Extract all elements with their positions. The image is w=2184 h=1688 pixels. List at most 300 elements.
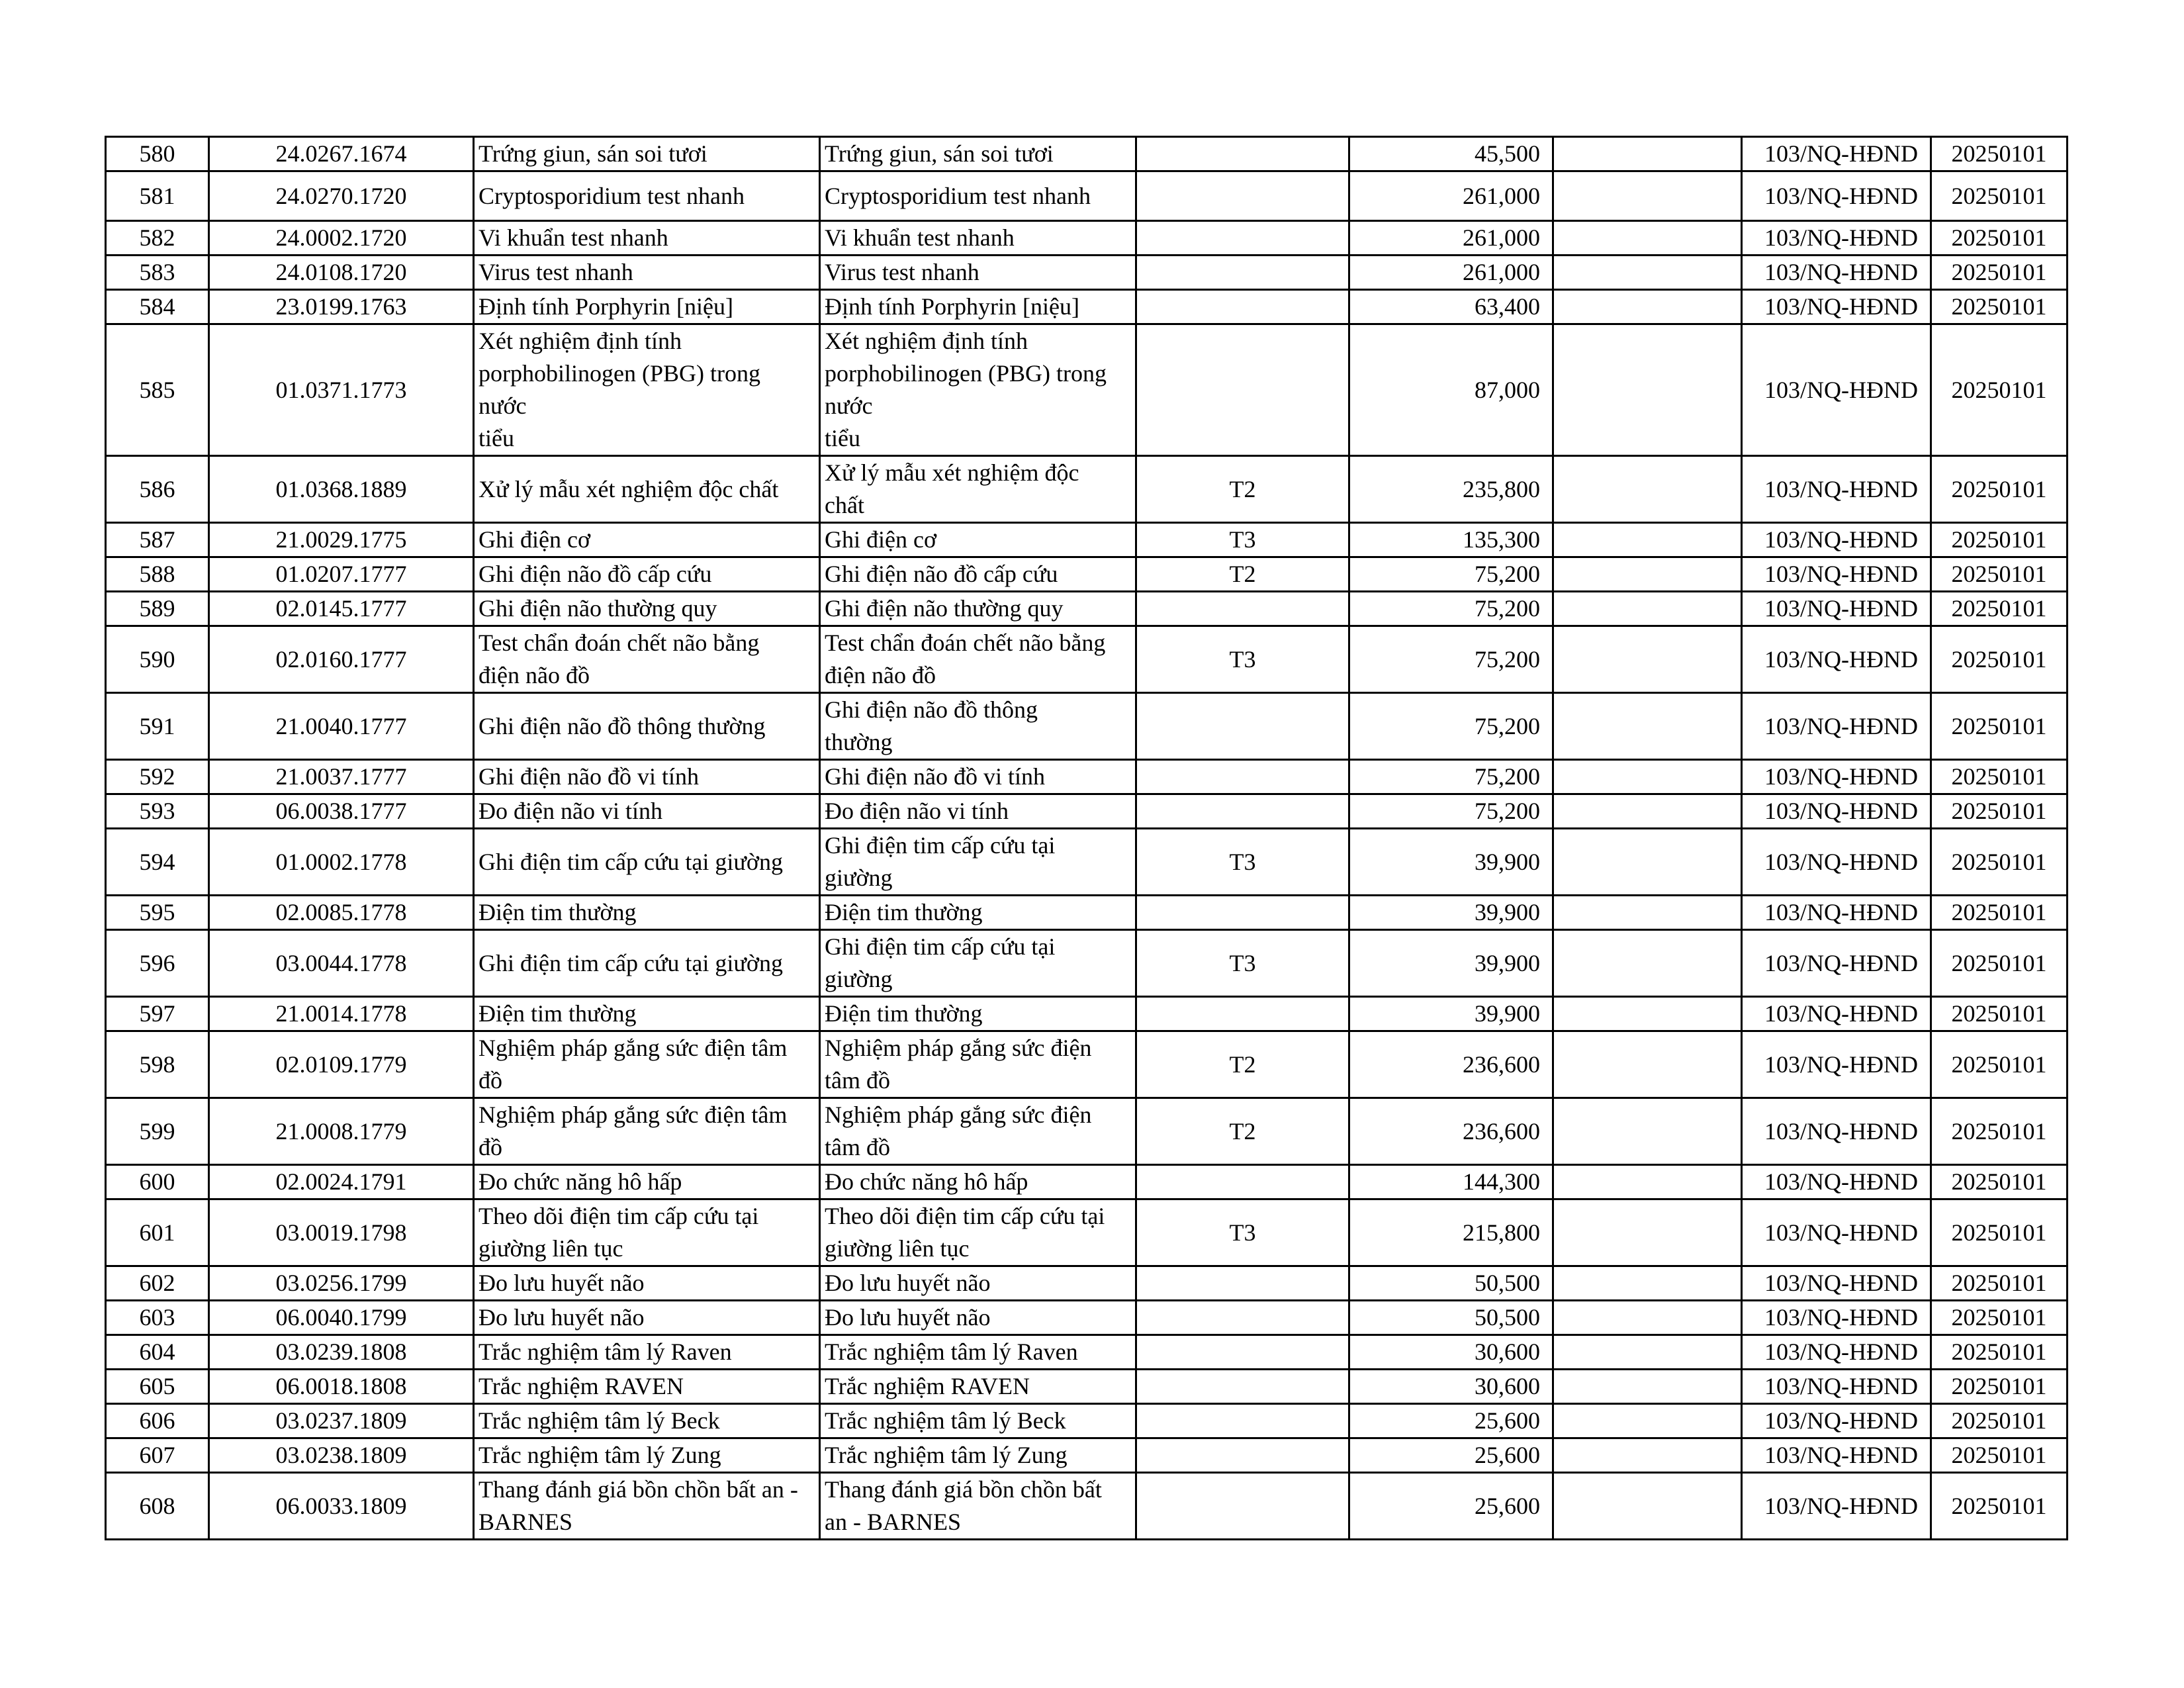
price-cell: 25,600: [1349, 1404, 1553, 1438]
service-name-cell: Trắc nghiệm RAVEN: [474, 1370, 820, 1404]
effective-date-cell: 20250101: [1931, 1438, 2068, 1473]
service-class-cell: T3: [1136, 626, 1349, 693]
note-cell: [1553, 1404, 1742, 1438]
service-name-cell: [474, 1098, 820, 1165]
service-name-cell: Ghi điện não thường quy: [474, 592, 820, 626]
decision-number-cell: 103/NQ-HĐND: [1742, 997, 1931, 1031]
service-class-cell: [1136, 171, 1349, 221]
service-name-approved-cell: Ghi điện cơ: [820, 523, 1136, 557]
note-cell: [1553, 997, 1742, 1031]
table-row: [106, 896, 2068, 930]
service-name-approved-cell: [820, 324, 1136, 456]
service-class-cell: [1136, 1370, 1349, 1404]
price-cell: 30,600: [1349, 1370, 1553, 1404]
note-cell: [1553, 1370, 1742, 1404]
service-name-approved-cell-line: Ghi điện tim cấp cứu tại: [825, 933, 1056, 960]
decision-number-cell: 103/NQ-HĐND: [1742, 256, 1931, 290]
price-cell: 75,200: [1349, 794, 1553, 829]
service-code-cell: 01.0368.1889: [209, 456, 474, 523]
service-name-approved-cell: [820, 1098, 1136, 1165]
table-row: [106, 256, 2068, 290]
service-name-approved-cell: Đo lưu huyết não: [820, 1266, 1136, 1301]
service-name-approved-cell-line: Test chẩn đoán chết não bằng: [825, 630, 1106, 656]
note-cell: [1553, 324, 1742, 456]
effective-date-cell: 20250101: [1931, 794, 2068, 829]
service-class-cell: T3: [1136, 829, 1349, 896]
service-name-approved-cell: Đo điện não vi tính: [820, 794, 1136, 829]
effective-date-cell: 20250101: [1931, 137, 2068, 171]
service-class-cell: [1136, 592, 1349, 626]
service-name-approved-cell: [820, 829, 1136, 896]
service-code-cell: 03.0238.1809: [209, 1438, 474, 1473]
row-number-cell: 586: [106, 456, 209, 523]
note-cell: [1553, 557, 1742, 592]
service-code-cell: 21.0040.1777: [209, 693, 474, 760]
table-row: [106, 171, 2068, 221]
note-cell: [1553, 290, 1742, 324]
service-name-cell: Ghi điện não đồ vi tính: [474, 760, 820, 794]
service-name-cell-line: Xét nghiệm định tính: [478, 328, 682, 354]
note-cell: [1553, 760, 1742, 794]
service-name-cell: [474, 1031, 820, 1098]
table-row: [106, 523, 2068, 557]
service-class-cell: T2: [1136, 456, 1349, 523]
note-cell: [1553, 1266, 1742, 1301]
row-number-cell: 598: [106, 1031, 209, 1098]
service-class-cell: [1136, 1404, 1349, 1438]
table-body: [106, 137, 2068, 1540]
table-row: [106, 1266, 2068, 1301]
table-row: [106, 1370, 2068, 1404]
service-code-cell: 01.0002.1778: [209, 829, 474, 896]
price-cell: 75,200: [1349, 693, 1553, 760]
note-cell: [1553, 829, 1742, 896]
decision-number-cell: 103/NQ-HĐND: [1742, 693, 1931, 760]
service-class-cell: [1136, 1473, 1349, 1540]
service-name-approved-cell: [820, 693, 1136, 760]
row-number-cell: 606: [106, 1404, 209, 1438]
service-code-cell: 03.0239.1808: [209, 1335, 474, 1370]
decision-number-cell: 103/NQ-HĐND: [1742, 896, 1931, 930]
service-name-cell-line: tiểu: [478, 425, 514, 451]
service-code-cell: 21.0014.1778: [209, 997, 474, 1031]
price-cell: 25,600: [1349, 1438, 1553, 1473]
table-row: [106, 1165, 2068, 1199]
service-name-approved-cell: Điện tim thường: [820, 997, 1136, 1031]
table-row: [106, 794, 2068, 829]
price-cell: 45,500: [1349, 137, 1553, 171]
service-name-cell-line: Theo dõi điện tim cấp cứu tại: [478, 1203, 759, 1229]
table-row: [106, 829, 2068, 896]
service-code-cell: 02.0145.1777: [209, 592, 474, 626]
table-row: [106, 626, 2068, 693]
table-row: [106, 290, 2068, 324]
service-name-cell-line: Thang đánh giá bồn chồn bất an -: [478, 1476, 798, 1503]
row-number-cell: 585: [106, 324, 209, 456]
table-row: [106, 456, 2068, 523]
service-class-cell: T2: [1136, 1031, 1349, 1098]
effective-date-cell: 20250101: [1931, 760, 2068, 794]
service-name-approved-cell: Định tính Porphyrin [niệu]: [820, 290, 1136, 324]
table-row: [106, 137, 2068, 171]
service-name-approved-cell-line: tâm đồ: [825, 1134, 890, 1160]
note-cell: [1553, 1165, 1742, 1199]
service-name-cell: Đo lưu huyết não: [474, 1301, 820, 1335]
note-cell: [1553, 794, 1742, 829]
table-row: [106, 221, 2068, 256]
service-class-cell: [1136, 1165, 1349, 1199]
table-row: [106, 1031, 2068, 1098]
service-class-cell: [1136, 1438, 1349, 1473]
price-cell: 75,200: [1349, 557, 1553, 592]
service-name-cell-line: BARNES: [478, 1509, 573, 1535]
row-number-cell: 603: [106, 1301, 209, 1335]
row-number-cell: 601: [106, 1199, 209, 1266]
decision-number-cell: 103/NQ-HĐND: [1742, 930, 1931, 997]
effective-date-cell: 20250101: [1931, 1473, 2068, 1540]
price-cell: 87,000: [1349, 324, 1553, 456]
service-class-cell: T2: [1136, 1098, 1349, 1165]
price-cell: 39,900: [1349, 896, 1553, 930]
decision-number-cell: 103/NQ-HĐND: [1742, 1438, 1931, 1473]
note-cell: [1553, 1335, 1742, 1370]
row-number-cell: 581: [106, 171, 209, 221]
price-cell: 135,300: [1349, 523, 1553, 557]
service-name-cell-line: Nghiệm pháp gắng sức điện tâm: [478, 1035, 788, 1061]
decision-number-cell: 103/NQ-HĐND: [1742, 290, 1931, 324]
price-cell: 39,900: [1349, 997, 1553, 1031]
decision-number-cell: 103/NQ-HĐND: [1742, 1301, 1931, 1335]
service-name-cell: Trắc nghiệm tâm lý Beck: [474, 1404, 820, 1438]
service-name-approved-cell: Trắc nghiệm tâm lý Beck: [820, 1404, 1136, 1438]
price-cell: 25,600: [1349, 1473, 1553, 1540]
effective-date-cell: 20250101: [1931, 997, 2068, 1031]
service-code-cell: 01.0207.1777: [209, 557, 474, 592]
price-cell: 235,800: [1349, 456, 1553, 523]
service-name-approved-cell-line: nước: [825, 393, 873, 419]
decision-number-cell: 103/NQ-HĐND: [1742, 1098, 1931, 1165]
row-number-cell: 600: [106, 1165, 209, 1199]
effective-date-cell: 20250101: [1931, 1301, 2068, 1335]
service-name-approved-cell-line: giường liên tục: [825, 1235, 970, 1262]
effective-date-cell: 20250101: [1931, 523, 2068, 557]
effective-date-cell: 20250101: [1931, 290, 2068, 324]
note-cell: [1553, 626, 1742, 693]
service-name-approved-cell: Đo chức năng hô hấp: [820, 1165, 1136, 1199]
service-code-cell: 21.0008.1779: [209, 1098, 474, 1165]
decision-number-cell: 103/NQ-HĐND: [1742, 1370, 1931, 1404]
service-price-table: [105, 136, 2068, 1540]
service-name-approved-cell-line: điện não đồ: [825, 662, 936, 688]
note-cell: [1553, 1199, 1742, 1266]
service-code-cell: 03.0019.1798: [209, 1199, 474, 1266]
service-name-approved-cell-line: giường: [825, 865, 893, 891]
table-row: [106, 324, 2068, 456]
table-row: [106, 1098, 2068, 1165]
service-name-cell: Ghi điện não đồ thông thường: [474, 693, 820, 760]
service-class-cell: [1136, 896, 1349, 930]
effective-date-cell: 20250101: [1931, 221, 2068, 256]
effective-date-cell: 20250101: [1931, 592, 2068, 626]
table-row: [106, 760, 2068, 794]
note-cell: [1553, 693, 1742, 760]
note-cell: [1553, 171, 1742, 221]
service-name-approved-cell: Ghi điện não thường quy: [820, 592, 1136, 626]
service-name-cell: Trắc nghiệm tâm lý Zung: [474, 1438, 820, 1473]
price-cell: 63,400: [1349, 290, 1553, 324]
service-name-cell: Ghi điện tim cấp cứu tại giường: [474, 829, 820, 896]
service-class-cell: [1136, 794, 1349, 829]
row-number-cell: 599: [106, 1098, 209, 1165]
service-code-cell: 06.0018.1808: [209, 1370, 474, 1404]
service-name-approved-cell: Cryptosporidium test nhanh: [820, 171, 1136, 221]
row-number-cell: 594: [106, 829, 209, 896]
table-row: [106, 1438, 2068, 1473]
price-cell: 75,200: [1349, 626, 1553, 693]
table-row: [106, 1473, 2068, 1540]
table-row: [106, 1404, 2068, 1438]
decision-number-cell: 103/NQ-HĐND: [1742, 137, 1931, 171]
service-name-cell: Virus test nhanh: [474, 256, 820, 290]
row-number-cell: 588: [106, 557, 209, 592]
service-code-cell: 03.0256.1799: [209, 1266, 474, 1301]
service-name-approved-cell-line: chất: [825, 492, 864, 518]
effective-date-cell: 20250101: [1931, 1370, 2068, 1404]
service-name-cell: Ghi điện cơ: [474, 523, 820, 557]
service-name-cell-line: giường liên tục: [478, 1235, 623, 1262]
row-number-cell: 593: [106, 794, 209, 829]
service-class-cell: [1136, 324, 1349, 456]
price-cell: 50,500: [1349, 1301, 1553, 1335]
decision-number-cell: 103/NQ-HĐND: [1742, 1404, 1931, 1438]
service-code-cell: 23.0199.1763: [209, 290, 474, 324]
service-name-cell-line: Test chẩn đoán chết não bằng: [478, 630, 760, 656]
service-name-approved-cell-line: Xét nghiệm định tính: [825, 328, 1028, 354]
table-row: [106, 592, 2068, 626]
table-row: [106, 930, 2068, 997]
decision-number-cell: 103/NQ-HĐND: [1742, 1335, 1931, 1370]
service-name-approved-cell: Vi khuẩn test nhanh: [820, 221, 1136, 256]
decision-number-cell: 103/NQ-HĐND: [1742, 557, 1931, 592]
service-name-approved-cell: [820, 930, 1136, 997]
note-cell: [1553, 1098, 1742, 1165]
effective-date-cell: 20250101: [1931, 456, 2068, 523]
service-name-approved-cell: Virus test nhanh: [820, 256, 1136, 290]
service-class-cell: T3: [1136, 1199, 1349, 1266]
service-name-cell-line: Nghiệm pháp gắng sức điện tâm: [478, 1102, 788, 1128]
service-name-approved-cell: [820, 1473, 1136, 1540]
service-name-approved-cell-line: tâm đồ: [825, 1067, 890, 1094]
service-class-cell: [1136, 1266, 1349, 1301]
effective-date-cell: 20250101: [1931, 171, 2068, 221]
service-class-cell: [1136, 221, 1349, 256]
service-name-cell: Cryptosporidium test nhanh: [474, 171, 820, 221]
price-cell: 261,000: [1349, 256, 1553, 290]
row-number-cell: 607: [106, 1438, 209, 1473]
decision-number-cell: 103/NQ-HĐND: [1742, 592, 1931, 626]
service-class-cell: [1136, 137, 1349, 171]
service-code-cell: 03.0237.1809: [209, 1404, 474, 1438]
service-name-approved-cell: Trứng giun, sán soi tươi: [820, 137, 1136, 171]
effective-date-cell: 20250101: [1931, 1404, 2068, 1438]
row-number-cell: 583: [106, 256, 209, 290]
row-number-cell: 596: [106, 930, 209, 997]
service-code-cell: 02.0160.1777: [209, 626, 474, 693]
service-name-approved-cell-line: Nghiệm pháp gắng sức điện: [825, 1102, 1092, 1128]
table-row: [106, 557, 2068, 592]
service-name-approved-cell: Điện tim thường: [820, 896, 1136, 930]
service-name-cell-line: nước: [478, 393, 527, 419]
note-cell: [1553, 256, 1742, 290]
row-number-cell: 592: [106, 760, 209, 794]
note-cell: [1553, 930, 1742, 997]
service-name-approved-cell: [820, 1031, 1136, 1098]
note-cell: [1553, 1301, 1742, 1335]
service-code-cell: 02.0024.1791: [209, 1165, 474, 1199]
service-name-approved-cell: Đo lưu huyết não: [820, 1301, 1136, 1335]
service-name-approved-cell-line: an - BARNES: [825, 1509, 961, 1535]
service-name-approved-cell-line: Nghiệm pháp gắng sức điện: [825, 1035, 1092, 1061]
service-name-cell: Điện tim thường: [474, 896, 820, 930]
service-name-cell: Trắc nghiệm tâm lý Raven: [474, 1335, 820, 1370]
decision-number-cell: 103/NQ-HĐND: [1742, 1031, 1931, 1098]
decision-number-cell: 103/NQ-HĐND: [1742, 1473, 1931, 1540]
price-cell: 75,200: [1349, 760, 1553, 794]
service-name-cell: [474, 1473, 820, 1540]
service-name-approved-cell-line: Ghi điện não đồ thông: [825, 696, 1038, 723]
service-name-approved-cell: [820, 456, 1136, 523]
service-name-cell: Định tính Porphyrin [niệu]: [474, 290, 820, 324]
service-name-approved-cell-line: giường: [825, 966, 893, 992]
service-class-cell: [1136, 760, 1349, 794]
note-cell: [1553, 456, 1742, 523]
price-cell: 261,000: [1349, 171, 1553, 221]
service-name-cell: Ghi điện não đồ cấp cứu: [474, 557, 820, 592]
service-name-cell-line: đồ: [478, 1067, 502, 1094]
service-name-approved-cell: Ghi điện não đồ vi tính: [820, 760, 1136, 794]
service-name-cell: Trứng giun, sán soi tươi: [474, 137, 820, 171]
row-number-cell: 595: [106, 896, 209, 930]
price-cell: 39,900: [1349, 829, 1553, 896]
service-code-cell: 02.0085.1778: [209, 896, 474, 930]
service-name-approved-cell-line: porphobilinogen (PBG) trong: [825, 360, 1107, 387]
decision-number-cell: 103/NQ-HĐND: [1742, 171, 1931, 221]
service-code-cell: 06.0040.1799: [209, 1301, 474, 1335]
service-class-cell: T3: [1136, 930, 1349, 997]
decision-number-cell: 103/NQ-HĐND: [1742, 1266, 1931, 1301]
decision-number-cell: 103/NQ-HĐND: [1742, 456, 1931, 523]
note-cell: [1553, 896, 1742, 930]
service-class-cell: [1136, 256, 1349, 290]
service-code-cell: 06.0038.1777: [209, 794, 474, 829]
service-name-cell: Xử lý mẫu xét nghiệm độc chất: [474, 456, 820, 523]
row-number-cell: 602: [106, 1266, 209, 1301]
effective-date-cell: 20250101: [1931, 1335, 2068, 1370]
decision-number-cell: 103/NQ-HĐND: [1742, 221, 1931, 256]
service-code-cell: 03.0044.1778: [209, 930, 474, 997]
table-row: [106, 1199, 2068, 1266]
service-name-approved-cell-line: Xử lý mẫu xét nghiệm độc: [825, 459, 1079, 486]
service-name-cell: Đo lưu huyết não: [474, 1266, 820, 1301]
service-class-cell: T3: [1136, 523, 1349, 557]
service-code-cell: 24.0267.1674: [209, 137, 474, 171]
price-cell: 144,300: [1349, 1165, 1553, 1199]
service-name-approved-cell: [820, 626, 1136, 693]
table-row: [106, 693, 2068, 760]
service-class-cell: [1136, 1335, 1349, 1370]
service-name-cell-line: porphobilinogen (PBG) trong: [478, 360, 760, 387]
effective-date-cell: 20250101: [1931, 626, 2068, 693]
note-cell: [1553, 523, 1742, 557]
row-number-cell: 587: [106, 523, 209, 557]
service-code-cell: 24.0270.1720: [209, 171, 474, 221]
service-name-approved-cell-line: tiểu: [825, 425, 860, 451]
service-name-cell-line: đồ: [478, 1134, 502, 1160]
decision-number-cell: 103/NQ-HĐND: [1742, 324, 1931, 456]
service-code-cell: 24.0108.1720: [209, 256, 474, 290]
row-number-cell: 597: [106, 997, 209, 1031]
table-row: [106, 1335, 2068, 1370]
service-name-approved-cell-line: Thang đánh giá bồn chồn bất: [825, 1476, 1102, 1503]
effective-date-cell: 20250101: [1931, 324, 2068, 456]
row-number-cell: 608: [106, 1473, 209, 1540]
decision-number-cell: 103/NQ-HĐND: [1742, 626, 1931, 693]
row-number-cell: 590: [106, 626, 209, 693]
row-number-cell: 591: [106, 693, 209, 760]
row-number-cell: 605: [106, 1370, 209, 1404]
table-row: [106, 997, 2068, 1031]
row-number-cell: 589: [106, 592, 209, 626]
note-cell: [1553, 1438, 1742, 1473]
service-name-approved-cell-line: Ghi điện tim cấp cứu tại: [825, 832, 1056, 859]
effective-date-cell: 20250101: [1931, 557, 2068, 592]
service-class-cell: T2: [1136, 557, 1349, 592]
service-name-cell: [474, 324, 820, 456]
service-name-approved-cell: Trắc nghiệm tâm lý Raven: [820, 1335, 1136, 1370]
effective-date-cell: 20250101: [1931, 829, 2068, 896]
service-name-cell: Điện tim thường: [474, 997, 820, 1031]
note-cell: [1553, 1031, 1742, 1098]
price-cell: 75,200: [1349, 592, 1553, 626]
service-class-cell: [1136, 693, 1349, 760]
effective-date-cell: 20250101: [1931, 256, 2068, 290]
service-name-cell-line: điện não đồ: [478, 662, 590, 688]
price-cell: 215,800: [1349, 1199, 1553, 1266]
price-cell: 50,500: [1349, 1266, 1553, 1301]
service-name-approved-cell-line: Theo dõi điện tim cấp cứu tại: [825, 1203, 1105, 1229]
service-name-approved-cell: Ghi điện não đồ cấp cứu: [820, 557, 1136, 592]
note-cell: [1553, 592, 1742, 626]
effective-date-cell: 20250101: [1931, 1031, 2068, 1098]
service-name-approved-cell: [820, 1199, 1136, 1266]
note-cell: [1553, 1473, 1742, 1540]
price-cell: 261,000: [1349, 221, 1553, 256]
service-class-cell: [1136, 1301, 1349, 1335]
service-name-cell: [474, 1199, 820, 1266]
row-number-cell: 604: [106, 1335, 209, 1370]
price-cell: 236,600: [1349, 1031, 1553, 1098]
service-name-cell: Vi khuẩn test nhanh: [474, 221, 820, 256]
service-code-cell: 01.0371.1773: [209, 324, 474, 456]
service-class-cell: [1136, 290, 1349, 324]
note-cell: [1553, 221, 1742, 256]
price-cell: 30,600: [1349, 1335, 1553, 1370]
service-code-cell: 02.0109.1779: [209, 1031, 474, 1098]
decision-number-cell: 103/NQ-HĐND: [1742, 829, 1931, 896]
service-name-cell: Ghi điện tim cấp cứu tại giường: [474, 930, 820, 997]
service-name-approved-cell-line: thường: [825, 729, 893, 755]
price-cell: 236,600: [1349, 1098, 1553, 1165]
